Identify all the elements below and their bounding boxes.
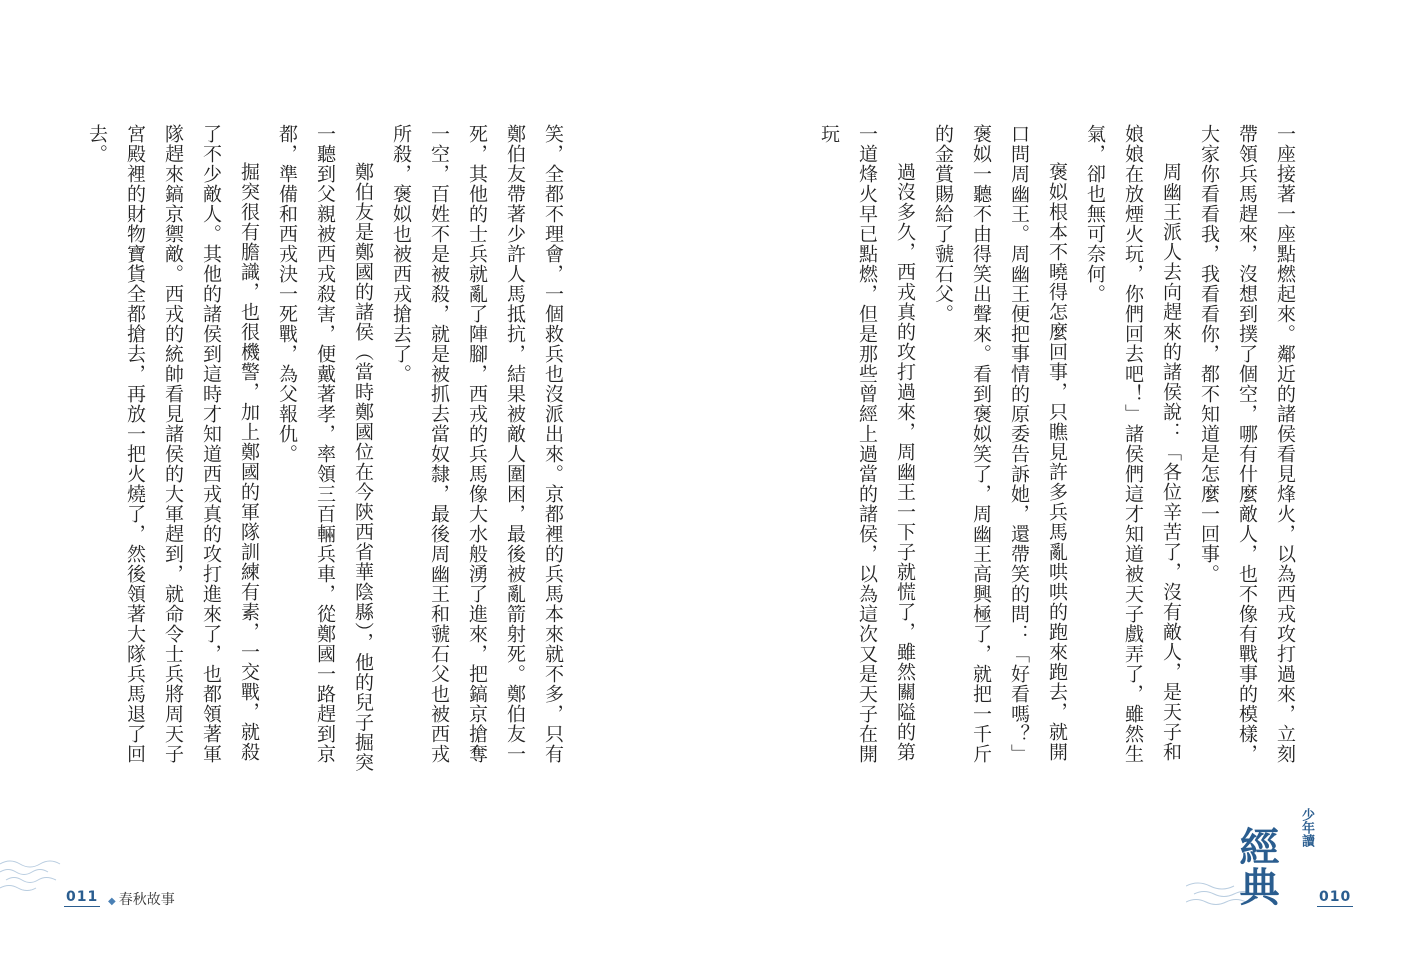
page-number: 010 (1319, 889, 1352, 905)
paragraph: 鄭伯友是鄭國的諸侯（當時鄭國位在今陝西省華陰縣），他的兒子掘突一聽到父親被西戎殺害，便戴著孝，率領三百輛兵車，從鄭國一路趕到京都，準備和西戎決一死戰，為父報仇。 (276, 124, 374, 773)
left-page-text (78, 124, 572, 774)
right-page-text (810, 124, 1304, 774)
wave-decoration-icon (0, 856, 64, 898)
paragraph: 周幽王派人去向趕來的諸侯說：「各位辛苦了，沒有敵人，是天子和娘娘在放煙火玩，你們回去吧！」諸侯們這才知道被天子戲弄了，雖然生氣，卻也無可奈何。 (1084, 124, 1182, 764)
paragraph: 一座接著一座點燃起來。鄰近的諸侯看見烽火，以為西戎攻打過來，立刻帶領兵馬趕來，沒想到撲了個空，哪有什麼敵人，也不像有戰事的模樣，大家你看看我，我看看你，都不知道是怎麼一回事。 (1198, 124, 1296, 764)
page-number: 011 (66, 889, 99, 905)
series-title-text: 春秋故事 (118, 892, 175, 908)
diamond-bullet-icon: ◆ (108, 896, 116, 907)
logo-big-text: 經典 (1233, 826, 1280, 906)
series-logo (1233, 808, 1318, 912)
paragraph: 褒姒根本不曉得怎麼回事，只瞧見許多兵馬亂哄哄的跑來跑去，就開口問周幽王。周幽王便把事情的原委告訴她，還帶笑的問：「好看嗎？」褒姒一聽不由得笑出聲來。看到褒姒笑了，周幽王高興極了，就把一千斤的金賞賜給了虢石父。 (932, 124, 1068, 764)
paragraph: 過沒多久，西戎真的攻打過來，周幽王一下子就慌了，雖然關隘的第一道烽火早已點燃，但是那些曾經上過當的諸侯，以為這次又是天子在開玩 (818, 124, 916, 764)
paragraph: 笑，全都不理會，一個救兵也沒派出來。京都裡的兵馬本來就不多，只有鄭伯友帶著少許人馬抵抗，結果被敵人圍困，最後被亂箭射死。鄭伯友一死，其他的士兵就亂了陣腳，西戎的兵馬像大水般湧了進來，把鎬京搶奪一空，百姓不是被殺，就是被抓去當奴隸，最後周幽王和虢石父也被西戎所殺，褒姒也被西戎搶去了。 (390, 124, 564, 764)
right-page (706, 0, 1412, 954)
paragraph: 掘突很有膽識，也很機警，加上鄭國的軍隊訓練有素，一交戰，就殺了不少敵人。其他的諸侯到這時才知道西戎真的攻打進來了，也都領著軍隊趕來鎬京禦敵。西戎的統帥看見諸侯的大軍趕到，就命令士兵將周天子宮殿裡的財物寶貨全都搶去，再放一把火燒了，然後領著大隊兵馬退了回去。 (86, 124, 260, 764)
logo-small-text: 少年讀 (1299, 808, 1314, 847)
series-title (108, 889, 175, 909)
